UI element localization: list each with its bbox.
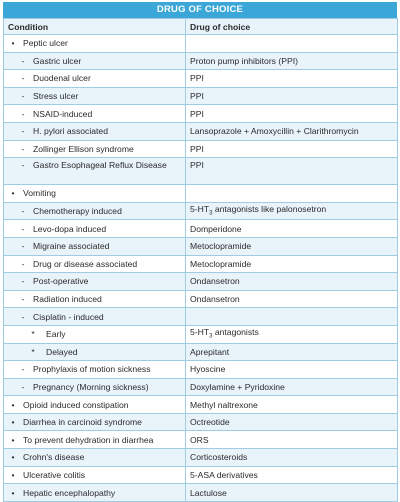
condition-cell — [4, 396, 186, 414]
dash-icon: - — [21, 55, 25, 66]
drug-column-header: Drug of choice — [186, 19, 398, 35]
condition-cell — [4, 361, 186, 379]
table-row — [4, 413, 398, 431]
condition-label: Delayed — [46, 346, 78, 357]
drug-label: Domperidone — [190, 223, 242, 234]
drug-cell — [186, 220, 398, 238]
drug-label: Lansoprazole + Amoxycillin + Clarithromycin — [190, 126, 359, 137]
bullet-icon: • — [11, 417, 15, 428]
condition-cell — [4, 237, 186, 255]
asterisk-icon: * — [31, 329, 35, 340]
table-row — [4, 361, 398, 379]
drug-cell — [186, 378, 398, 396]
bullet-icon: • — [11, 469, 15, 480]
drug-label: PPI — [190, 143, 204, 154]
condition-column-header: Condition — [4, 19, 186, 35]
table-row — [4, 290, 398, 308]
drug-label: Octreotide — [190, 417, 230, 428]
condition-label: Pregnancy (Morning sickness) — [33, 381, 149, 392]
condition-cell — [4, 431, 186, 449]
drug-cell — [186, 202, 398, 220]
table-row — [4, 396, 398, 414]
condition-label: Hepatic encephalopathy — [23, 487, 116, 498]
dash-icon: - — [21, 258, 25, 269]
drug-cell — [186, 431, 398, 449]
condition-label: Radiation induced — [33, 294, 102, 305]
bullet-icon: • — [11, 38, 15, 49]
condition-label: Chemotherapy induced — [33, 206, 122, 217]
dash-icon: - — [21, 311, 25, 322]
condition-cell — [4, 185, 186, 203]
drug-cell — [186, 290, 398, 308]
dash-icon: - — [21, 223, 25, 234]
condition-label: Gastric ulcer — [33, 55, 82, 66]
drug-cell — [186, 237, 398, 255]
dash-icon: - — [21, 381, 25, 392]
table-row — [4, 220, 398, 238]
dash-icon: - — [21, 206, 25, 217]
condition-cell — [4, 273, 186, 291]
condition-cell — [4, 343, 186, 361]
dash-icon: - — [21, 241, 25, 252]
condition-label: Early — [46, 329, 66, 340]
drug-label: Metoclopramide — [190, 258, 252, 269]
drug-label: Ondansetron — [190, 276, 240, 287]
drug-cell — [186, 325, 398, 343]
table-row — [4, 122, 398, 140]
drug-label: Aprepitant — [190, 346, 230, 357]
table-row — [4, 202, 398, 220]
drug-label: PPI — [190, 160, 204, 171]
condition-cell — [4, 449, 186, 467]
header-row — [4, 19, 398, 35]
condition-cell — [4, 290, 186, 308]
drug-cell — [186, 361, 398, 379]
asterisk-icon: * — [31, 346, 35, 357]
table-row — [4, 140, 398, 158]
table-row — [4, 378, 398, 396]
dash-icon: - — [21, 108, 25, 119]
drug-label: PPI — [190, 73, 204, 84]
drug-cell — [186, 140, 398, 158]
dash-icon: - — [21, 276, 25, 287]
drug-label: 5-ASA derivatives — [190, 469, 258, 480]
condition-cell — [4, 220, 186, 238]
table-row — [4, 255, 398, 273]
condition-cell — [4, 202, 186, 220]
table-row — [4, 484, 398, 502]
dash-icon: - — [21, 364, 25, 375]
drug-label: Metoclopramide — [190, 241, 252, 252]
condition-label: Levo-dopa induced — [33, 223, 107, 234]
drug-label: Proton pump inhibitors (PPI) — [190, 55, 298, 66]
drug-cell — [186, 105, 398, 123]
dash-icon: - — [21, 126, 25, 137]
condition-label: To prevent dehydration in diarrhea — [23, 434, 154, 445]
table-row — [4, 466, 398, 484]
condition-label: Prophylaxis of motion sickness — [33, 364, 151, 375]
bullet-icon: • — [11, 399, 15, 410]
drug-cell — [186, 52, 398, 70]
drug-cell — [186, 158, 398, 185]
bullet-icon: • — [11, 434, 15, 445]
condition-label: Diarrhea in carcinoid syndrome — [23, 417, 142, 428]
condition-cell — [4, 466, 186, 484]
condition-label: Cisplatin - induced — [33, 311, 104, 322]
drug-cell — [186, 396, 398, 414]
condition-cell — [4, 308, 186, 326]
table-row — [4, 431, 398, 449]
dash-icon: - — [21, 294, 25, 305]
table-row — [4, 87, 398, 105]
condition-label: Migraine associated — [33, 241, 110, 252]
drug-label: $5-HT_3$ antagonists — [190, 326, 259, 340]
table-row — [4, 70, 398, 88]
condition-cell — [4, 140, 186, 158]
dash-icon: - — [21, 91, 25, 102]
table-row — [4, 308, 398, 326]
drug-label: Hyoscine — [190, 364, 226, 375]
drug-cell — [186, 87, 398, 105]
condition-cell — [4, 484, 186, 502]
drug-label: PPI — [190, 108, 204, 119]
condition-cell — [4, 105, 186, 123]
condition-label: H. pylori associated — [33, 126, 108, 137]
drug-label: $5-HT_3$ antagonists like palonosetron — [190, 203, 327, 217]
table-row — [4, 273, 398, 291]
condition-cell — [4, 52, 186, 70]
condition-cell — [4, 413, 186, 431]
condition-label: Drug or disease associated — [33, 258, 138, 269]
drug-label: Lactulose — [190, 487, 227, 498]
bullet-icon: • — [11, 188, 15, 199]
drug-cell — [186, 35, 398, 53]
table-row — [4, 105, 398, 123]
table-row — [4, 449, 398, 467]
condition-label: Peptic ulcer — [23, 38, 68, 49]
condition-label: NSAID-induced — [33, 108, 93, 119]
table-title: DRUG OF CHOICE — [3, 2, 397, 18]
drug-table — [3, 18, 398, 502]
drug-label: Corticosteroids — [190, 452, 248, 463]
table-row — [4, 185, 398, 203]
drug-cell — [186, 70, 398, 88]
table-row — [4, 52, 398, 70]
condition-label: Zollinger Ellison syndrome — [33, 143, 134, 154]
drug-cell — [186, 343, 398, 361]
drug-cell — [186, 273, 398, 291]
drug-label: PPI — [190, 91, 204, 102]
table-row — [4, 35, 398, 53]
table-body — [4, 35, 398, 502]
drug-cell — [186, 449, 398, 467]
condition-cell — [4, 325, 186, 343]
bullet-icon: • — [11, 487, 15, 498]
table-row — [4, 325, 398, 343]
condition-cell — [4, 255, 186, 273]
condition-cell — [4, 70, 186, 88]
condition-label: Stress ulcer — [33, 91, 79, 102]
drug-cell — [186, 255, 398, 273]
condition-cell — [4, 158, 186, 185]
drug-cell — [186, 185, 398, 203]
condition-label: Gastro Esophageal Reflux Disease — [33, 160, 167, 171]
condition-label: Vomiting — [23, 188, 56, 199]
condition-label: Opioid induced constipation — [23, 399, 129, 410]
dash-icon: - — [21, 143, 25, 154]
drug-cell — [186, 484, 398, 502]
drug-cell — [186, 413, 398, 431]
drug-label: Methyl naltrexone — [190, 399, 258, 410]
condition-cell — [4, 35, 186, 53]
drug-cell — [186, 308, 398, 326]
condition-label: Post-operative — [33, 276, 89, 287]
dash-icon: - — [21, 73, 25, 84]
table-row — [4, 343, 398, 361]
condition-label: Duodenal ulcer — [33, 73, 91, 84]
table-row — [4, 158, 398, 185]
drug-label: Ondansetron — [190, 294, 240, 305]
bullet-icon: • — [11, 452, 15, 463]
drug-label: ORS — [190, 434, 209, 445]
condition-label: Ulcerative colitis — [23, 469, 86, 480]
condition-cell — [4, 122, 186, 140]
condition-cell — [4, 378, 186, 396]
drug-cell — [186, 122, 398, 140]
drug-cell — [186, 466, 398, 484]
drug-label: Doxylamine + Pyridoxine — [190, 381, 285, 392]
table-row — [4, 237, 398, 255]
condition-label: Crohn's disease — [23, 452, 85, 463]
dash-icon: - — [21, 160, 25, 171]
condition-cell — [4, 87, 186, 105]
drug-of-choice-table-container — [3, 2, 397, 502]
